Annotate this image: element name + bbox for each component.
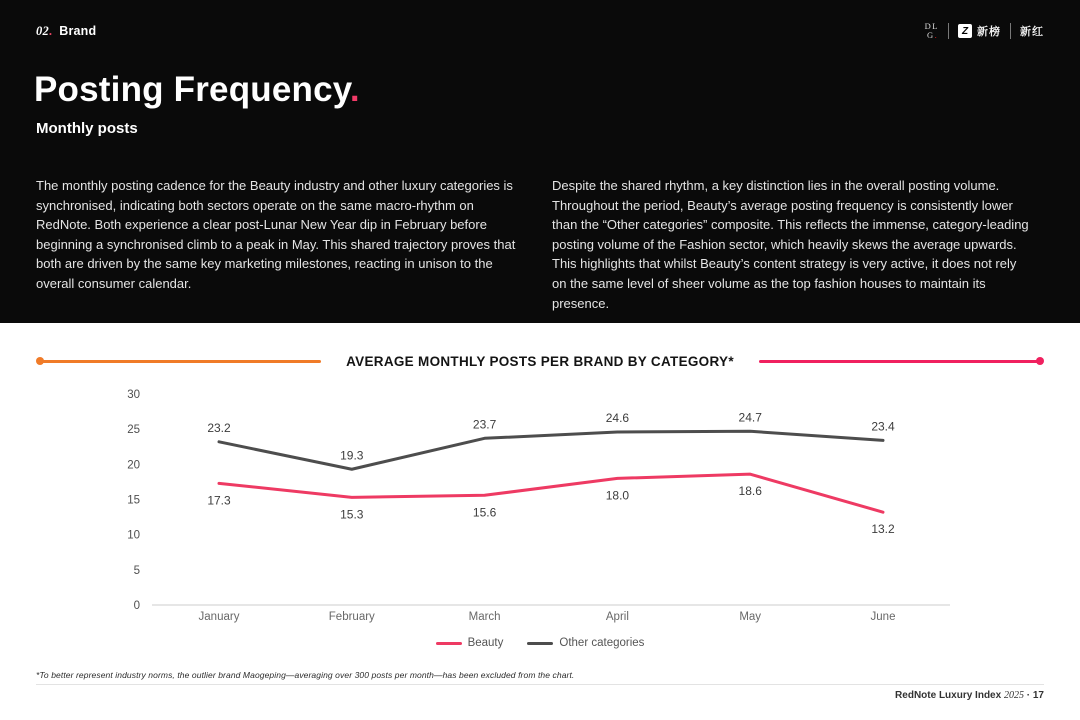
dlg-logo-top: DL [924,21,939,31]
x-axis-label: May [739,611,762,623]
x-axis-label: June [870,611,896,623]
logo-strip [925,22,1044,40]
legend-label-other-categories: Other categories [559,637,645,649]
data-label: 24.7 [738,410,762,425]
y-axis-tick: 25 [127,424,140,437]
rule-left-dot [36,357,44,365]
page-title: Posting Frequency. [34,70,360,109]
data-label: 15.3 [340,507,364,522]
footer-separator: · [1026,690,1031,701]
footer-page-number: 17 [1032,690,1044,701]
paragraph-left: The monthly posting cadence for the Beauty industry and other luxury categories is synchronised, indicating both sectors operate on the same macro-rhythm on RedNote. Both experience a clear post-Lunar New Year dip in February before beginning a synchronised climb to a peak in May. This shared trajectory proves that both are driven by the same key marketing milestones, reacting in unison to the overall consumer calendar. [36,178,516,291]
data-label: 23.7 [472,417,497,432]
y-axis-tick: 15 [127,494,140,507]
y-axis-tick: 5 [133,564,140,577]
section-number: 02 [36,24,49,38]
xinhong-logo [1020,23,1044,39]
footer-title: RedNote Luxury Index [895,690,1002,701]
footer-year: 2025 [1003,690,1024,701]
chart-legend [0,637,1080,649]
paragraph-right: Despite the shared rhythm, a key distinction lies in the overall posting volume. Throughout the period, Beauty’s average posting frequency is consistently lower than the “Other categories” composite. This reflects the immense, category-leading posting volume of the Fashion sector, which heavily skews the average upwards. This highlights that whilst Beauty’s content strategy is very active, it does not rely on the same level of sheer volume as the top fashion houses to maintain its presence. [552,178,1029,311]
dlg-logo [925,22,939,40]
x-axis-label: April [605,611,629,623]
chart-title-row [37,353,1043,369]
x-axis-label: January [198,611,240,623]
rule-right-dot [1036,357,1044,365]
data-label: 17.3 [207,493,231,508]
legend-swatch-beauty [436,642,462,645]
data-label: 18.6 [738,484,762,499]
intro-columns [36,176,1030,313]
title-accent-dot: . [349,70,360,109]
data-label: 18.0 [605,488,630,503]
series-line-other-categories [219,431,883,469]
x-axis-label: February [328,611,375,623]
section-label: Brand [59,24,97,38]
page-subtitle: Monthly posts [36,120,138,137]
data-label: 13.2 [871,522,895,537]
section-tag [36,24,96,39]
hero-panel [0,0,1080,323]
legend-item-beauty [436,637,504,649]
footer-divider [36,684,1044,685]
logo-divider [1010,23,1011,39]
legend-label-beauty: Beauty [467,637,504,649]
xinhong-name: 新红 [1020,26,1044,38]
data-label: 23.4 [871,419,895,434]
dlg-red-dot: . [934,30,937,40]
newrank-badge-icon: Z [958,24,972,38]
series-line-beauty [219,474,883,512]
chart-footnote: *To better represent industry norms, the outlier brand Maogeping—averaging over 300 posts per month—has been excluded from the chart. [36,670,575,680]
legend-item-other-categories [527,637,644,649]
title-rule-right [759,360,1043,363]
data-label: 19.3 [340,448,364,463]
chart-title: AVERAGE MONTHLY POSTS PER BRAND BY CATEGORY* [346,353,734,369]
newrank-name: 新榜 [977,26,1001,38]
y-axis-tick: 20 [127,459,140,472]
logo-divider [948,23,949,39]
x-axis-label: March [468,611,501,623]
newrank-logo [958,23,1001,39]
y-axis-tick: 30 [127,389,140,401]
footer-text [895,690,1044,701]
data-label: 15.6 [472,505,497,520]
y-axis-tick: 10 [127,529,140,542]
dlg-logo-bottom: G. [926,30,937,40]
line-chart [0,383,1080,633]
legend-swatch-other-categories [527,642,553,645]
section-number-dot: . [48,24,53,38]
title-rule-left [37,360,321,363]
data-label: 23.2 [207,420,231,435]
data-label: 24.6 [605,410,630,425]
y-axis-tick: 0 [133,600,140,612]
